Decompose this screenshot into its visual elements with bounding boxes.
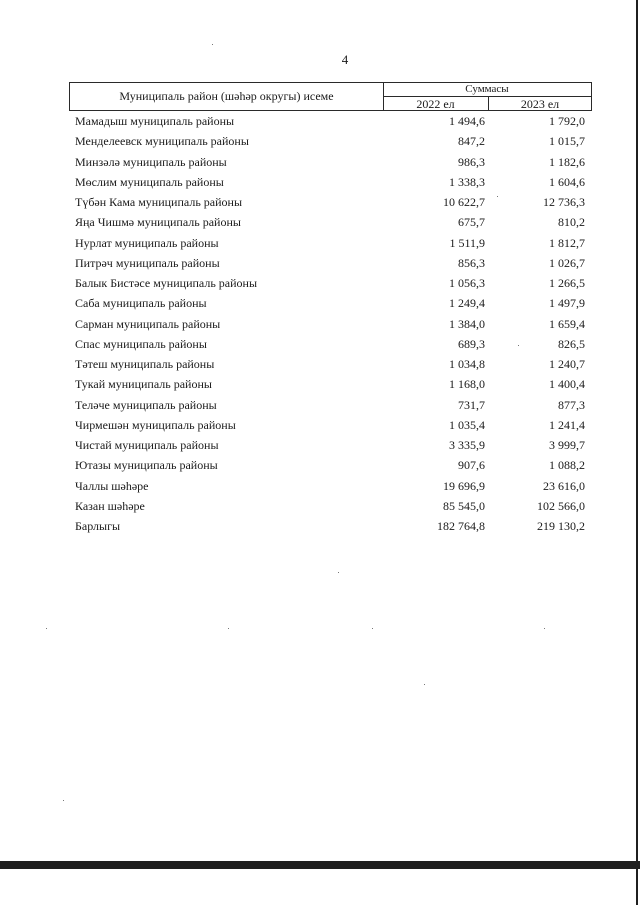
row-name: Минзәлә муниципаль районы xyxy=(75,154,227,169)
header-year-2022: 2022 ел xyxy=(416,97,455,111)
table-header xyxy=(69,82,592,111)
table-row xyxy=(0,334,640,354)
table-row xyxy=(0,131,640,151)
row-value-2022: 1 168,0 xyxy=(449,377,485,392)
scan-speck xyxy=(424,684,425,685)
row-value-2023: 23 616,0 xyxy=(543,478,585,493)
row-value-2023: 1 400,4 xyxy=(549,377,585,392)
row-name: Барлыгы xyxy=(75,519,121,533)
row-name: Чаллы шәһәре xyxy=(75,478,149,493)
table-row xyxy=(0,354,640,374)
table-row xyxy=(0,415,640,435)
scan-speck xyxy=(228,628,229,629)
table-row xyxy=(0,212,640,232)
row-value-2023: 1 240,7 xyxy=(549,357,585,371)
row-name: Түбән Кама муниципаль районы xyxy=(75,195,243,209)
row-value-2023: 1 792,0 xyxy=(549,114,585,128)
row-value-2023: 1 266,5 xyxy=(549,276,585,290)
row-value-2022: 1 384,0 xyxy=(449,316,485,331)
row-value-2022: 847,2 xyxy=(458,134,485,149)
row-name: Сарман муниципаль районы xyxy=(75,316,221,331)
row-value-2022: 19 696,9 xyxy=(443,478,485,493)
row-name: Нурлат муниципаль районы xyxy=(75,235,219,250)
table-row xyxy=(0,253,640,273)
table-row xyxy=(0,233,640,253)
row-value-2022: 85 545,0 xyxy=(443,498,485,513)
row-name: Тукай муниципаль районы xyxy=(75,377,212,392)
row-name: Яңа Чишмә муниципаль районы xyxy=(75,215,241,230)
row-value-2023: 12 736,3 xyxy=(543,195,585,209)
row-value-2023: 1 604,6 xyxy=(549,174,585,189)
row-value-2023: 102 566,0 xyxy=(537,498,585,513)
scan-speck xyxy=(372,628,373,629)
row-name: Казан шәһәре xyxy=(75,498,145,513)
row-value-2023: 219 130,2 xyxy=(537,519,585,533)
row-value-2023: 1 026,7 xyxy=(549,255,585,270)
row-value-2023: 1 497,9 xyxy=(549,296,585,311)
row-value-2022: 986,3 xyxy=(458,154,485,169)
row-value-2023: 1 182,6 xyxy=(549,154,585,169)
table-row xyxy=(0,496,640,516)
row-value-2022: 1 035,4 xyxy=(449,417,485,432)
row-value-2022: 1 249,4 xyxy=(449,296,485,311)
row-value-2023: 826,5 xyxy=(558,336,585,351)
row-value-2023: 1 659,4 xyxy=(549,316,585,331)
table-row xyxy=(0,374,640,394)
row-value-2022: 1 338,3 xyxy=(449,174,485,189)
scan-border-bottom xyxy=(0,861,640,869)
table-row-total xyxy=(0,516,640,536)
row-name: Чистай муниципаль районы xyxy=(75,438,219,452)
row-name: Балык Бистәсе муниципаль районы xyxy=(75,276,258,290)
row-value-2022: 907,6 xyxy=(458,458,485,473)
header-sum-column: Суммасы xyxy=(465,83,509,95)
table-row xyxy=(0,455,640,475)
row-value-2023: 1 015,7 xyxy=(549,134,585,149)
table-row xyxy=(0,152,640,172)
scan-speck xyxy=(518,345,519,346)
row-name: Спас муниципаль районы xyxy=(75,336,207,351)
row-name: Менделеевск муниципаль районы xyxy=(75,134,249,149)
table-row xyxy=(0,476,640,496)
row-value-2023: 3 999,7 xyxy=(549,438,585,452)
table-body xyxy=(0,111,640,536)
row-value-2022: 689,3 xyxy=(458,336,485,351)
scan-speck xyxy=(63,800,64,801)
row-name: Ютазы муниципаль районы xyxy=(75,458,218,473)
row-value-2022: 856,3 xyxy=(458,255,485,270)
scan-border-right xyxy=(636,0,638,905)
table-row xyxy=(0,293,640,313)
row-value-2023: 810,2 xyxy=(558,215,585,230)
row-value-2022: 675,7 xyxy=(458,215,485,230)
row-value-2023: 1 088,2 xyxy=(549,458,585,473)
row-value-2022: 1 494,6 xyxy=(449,114,485,128)
table-row xyxy=(0,395,640,415)
row-value-2023: 1 241,4 xyxy=(549,417,585,432)
row-value-2023: 877,3 xyxy=(558,397,585,412)
scan-speck xyxy=(46,628,47,629)
table-row xyxy=(0,314,640,334)
row-value-2022: 1 511,9 xyxy=(449,235,485,250)
row-value-2022: 1 056,3 xyxy=(449,276,485,290)
page-number: 4 xyxy=(341,52,349,67)
row-value-2022: 731,7 xyxy=(458,397,485,412)
row-name: Мөслим муниципаль районы xyxy=(75,174,224,189)
scan-speck xyxy=(212,44,213,45)
table-row xyxy=(0,111,640,131)
table-row xyxy=(0,192,640,212)
row-name: Питрәч муниципаль районы xyxy=(75,255,220,270)
row-name: Теләче муниципаль районы xyxy=(75,397,217,412)
row-name: Саба муниципаль районы xyxy=(75,296,207,311)
row-value-2022: 10 622,7 xyxy=(443,195,485,209)
header-year-2023: 2023 ел xyxy=(520,97,560,111)
table-row xyxy=(0,273,640,293)
scan-speck xyxy=(544,628,545,629)
table-row xyxy=(0,435,640,455)
row-value-2022: 3 335,9 xyxy=(449,438,485,452)
row-value-2023: 1 812,7 xyxy=(549,235,585,250)
scan-speck xyxy=(497,196,498,197)
row-value-2022: 182 764,8 xyxy=(437,519,485,533)
row-value-2022: 1 034,8 xyxy=(449,357,485,371)
row-name: Чирмешән муниципаль районы xyxy=(75,417,236,432)
row-name: Мамадыш муниципаль районы xyxy=(75,114,235,128)
row-name: Тәтеш муниципаль районы xyxy=(75,357,215,371)
table-row xyxy=(0,172,640,192)
header-name-column: Муниципаль район (шәһәр округы) исеме xyxy=(119,89,334,103)
scan-speck xyxy=(338,572,339,573)
